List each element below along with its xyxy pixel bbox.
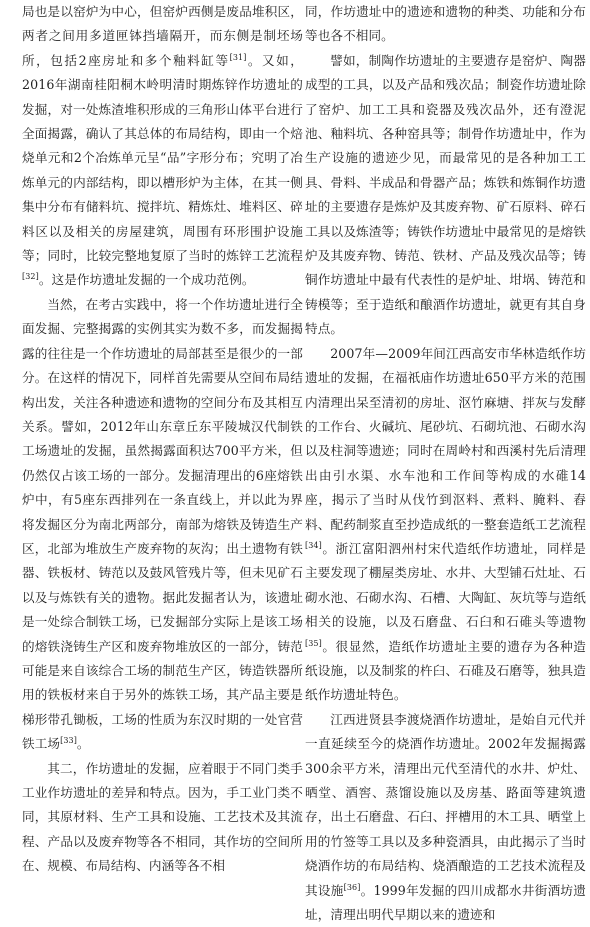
paragraph-text: 当然，在考古实践中，将一个作坊遗址进行全面发掘、完整揭露的实例其实为数不多，而发掘揭露的往往是一个作坊遗址的局部甚至是很少的一部分。在这样的情况下，同样首先需要从空间布局结构出发，关注各种遗迹和遗物的空间分布及其相互关系。譬如，2012年山东章丘东平陵城汉代制铁工场遗址的发掘，虽然揭露面积达700平方米，但仍然仅占该工场的一部分。发掘清理出的6座熔铁炉中，有5座东西排列在一条直线上，并以此为界将发掘区分为南北两部分，南部为熔铁及铸造生产区，北部为堆放生产废弃物的灰沟；出土遗物有铁器、铁板材、铸范以及鼓风管残片等，但未见矿石以及与炼铁有关的遗物。据此发掘者认为，该遗址是一处综合制铁工场，已发掘部分实际上是该工场的熔铁浇铸生产区和废弃物堆放区的一部分，铸范可能是来自该综合工场的制范生产区，铸造铁器所用的铁板材来自于另外的炼铁工场，其产品主要是梯形带孔锄板，工场的性质为东汉时期的一处官营铁工场 [22,296,303,752]
paragraph-text: 。 [76,736,90,752]
paragraph-text: 譬如，制陶作坊遗址的主要遗存是窑炉、陶器成型的工具，以及产品和残次品；制瓷作坊遗址除了窑炉、加工工具和瓷器及残次品外，还有澄泥池、釉料坑、各种窑具等；制骨作坊遗址中，作为生产设施的遗迹少见，而最常见的是各种加工工具、骨料、半成品和骨器产品；炼铁和炼铜作坊遗址的主要遗存是炼炉及其废弃物、矿石原料、碎石工具以及炼渣等；铸铁作坊遗址中最常见的是熔铁炉及其废弃物、铸范、铁材、产品及残次品等；铸铜作坊遗址中最有代表性的是炉址、坩埚、铸范和铸模等；至于造纸和酿酒作坊遗址，就更有其自身特点。 [305,52,586,337]
citation-reference: [36] [343,882,361,892]
paragraph-text: 局也是以窑炉为中心，但窑炉西侧是废品堆积区，两者之间用多道匣钵挡墙隔开，而东侧是制坯场所，包括2座房址和多个釉料缸等 [22,4,303,68]
body-paragraph [305,342,586,708]
paragraph-text: 。1999年发掘的四川成都水井街酒坊遗址，清理出明代早期以来的遗迹和 [305,882,586,923]
paragraph-continuation [22,0,303,293]
citation-reference: [31] [229,52,247,62]
paragraph-text: 。浙江富阳泗州村宋代造纸作坊遗址，同样是主要发现了棚屋类房址、水井、大型铺石灶址、石砌水池、石砌水沟、石槽、大陶缸、灰坑等与造纸相关的设施，以及石磨盘、石臼和石碓头等遗物 [305,540,586,630]
citation-reference: [35] [305,638,322,648]
citation-reference: [33] [60,736,77,745]
paragraph-text: 其二，作坊遗址的发掘，应着眼于不同门类手工业作坊遗址的差异和特点。因为，手工业门类不同，其原材料、生产工具和设施、工艺技术及其流程、产品以及废弃物等各不相同，其作坊的空间所在、规模、布局结构、内涵等各不相 [22,760,303,874]
left-column [22,0,303,879]
right-column [305,0,586,927]
paragraph-text: 。又如，2016年湖南桂阳桐木岭明清时期炼锌作坊遗址的发掘，对一处炼渣堆积形成的三角形山体平台进行全面揭露，确认了其总体的布局结构，即由一个焙烧单元和2个冶炼单元呈“品”字形分布；究明了冶炼单元的内部结构，即以槽形炉为主体，在其一侧集中分布有储料坑、搅拌坑、精炼灶、堆料区、碎料区以及相关的房屋建筑，周围有环形围护设施等；同时，比较完整地复原了当时的炼锌工艺流程 [22,52,303,264]
paragraph-text: 。很显然，造纸作坊遗址主要的遗存为各种造纸设施，以及制浆的杵臼、石碓及石磨等，独具造纸作坊遗址特色。 [305,638,586,703]
citation-reference: [32] [22,272,39,282]
paragraph-text: 同，作坊遗址中的遗迹和遗物的种类、功能和分布等也各不相同。 [305,4,586,44]
paragraph-text: 。这是作坊遗址发掘的一个成功范例。 [38,272,255,288]
body-paragraph [305,49,586,342]
citation-reference: [34] [305,540,322,550]
paragraph-continuation [305,0,586,49]
body-paragraph [305,708,586,927]
paragraph-text: 2007年—2009年间江西高安市华林造纸作坊遗址的发掘，在福祇庙作坊遗址650平方米的范围内清理出呆至清初的房址、沤竹麻塘、拌灰与发酵的工作台、火碱坑、尾砂坑、石砌坑池、石砌水沟以及柱洞等遗迹；同时在周岭村和西溪村先后清理出由引水渠、水车池和工作间等构成的水碓14座，揭示了当时从伐竹到沤料、煮料、腌料、舂料、配药制浆直至抄造成纸的一整套造纸工艺流程 [305,345,586,532]
body-paragraph [22,293,303,757]
body-paragraph [22,757,303,879]
paragraph-text: 江西进贤县李渡烧酒作坊遗址，是始自元代并一直延续至今的烧酒作坊遗址。2002年发掘揭露300余平方米，清理出元代至清代的水井、炉灶、晒堂、酒窖、蒸馏设施以及房基、路面等建筑遗存，出土石磨盘、石臼、抨槽用的木工具、晒堂上用的竹签等工具以及多种瓷酒具，由此揭示了当时烧酒作坊的布局结构、烧酒酿造的工艺技术流程及其设施 [305,711,586,898]
